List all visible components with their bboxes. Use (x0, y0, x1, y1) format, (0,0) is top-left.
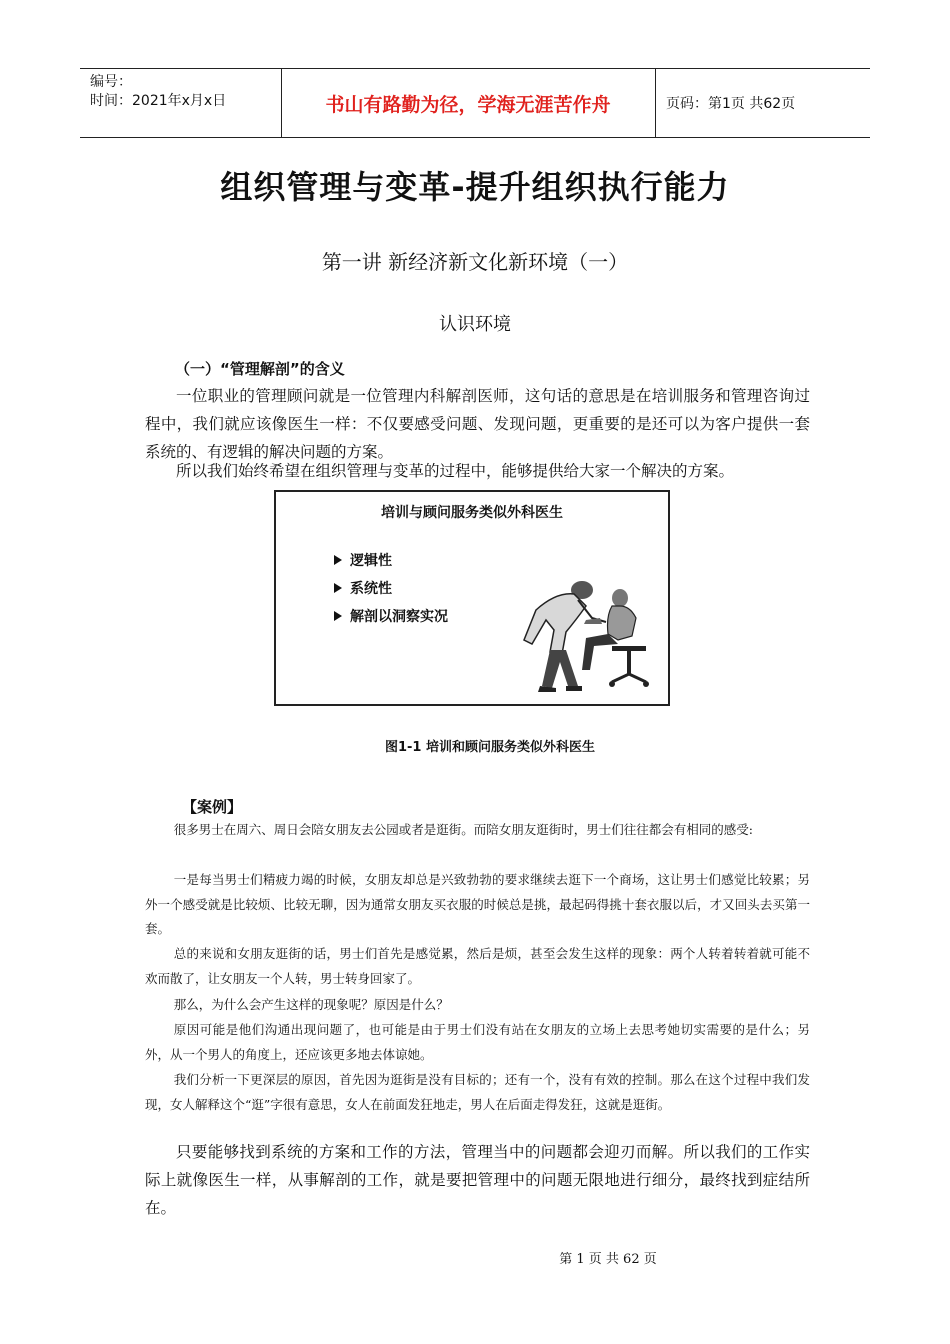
arrow-icon (334, 555, 342, 565)
body-paragraph: 所以我们始终希望在组织管理与变革的过程中，能够提供给大家一个解决的方案。 (176, 462, 735, 480)
header-divider (655, 69, 656, 137)
figure-bullet: 系统性 (334, 578, 392, 598)
header-page-info: 页码：第1页 共62页 (666, 96, 796, 112)
doctor-examining-patient-icon (516, 570, 656, 695)
figure-box (274, 490, 670, 706)
document-title: 组织管理与变革-提升组织执行能力 (220, 168, 730, 206)
figure-title: 培训与顾问服务类似外科医生 (381, 505, 563, 521)
figure-bullet: 解剖以洞察实况 (334, 606, 448, 626)
arrow-icon (334, 583, 342, 593)
document-header (80, 68, 870, 138)
case-paragraph: 一是每当男士们精疲力竭的时候，女朋友却总是兴致勃勃的要求继续去逛下一个商场，这让男士们感觉比较累；另外一个感受就是比较烦、比较无聊，因为通常女朋友买衣服的时候总是挑，最起码得挑十套衣服以后，才又回头去买第一套。 (145, 872, 810, 936)
case-paragraph: 很多男士在周六、周日会陪女朋友去公园或者是逛街。而陪女朋友逛街时，男士们往往都会有相同的感受: (173, 822, 753, 837)
header-motto: 书山有路勤为径，学海无涯苦作舟 (325, 93, 611, 116)
section-heading: 认识环境 (439, 314, 511, 335)
figure-caption: 图1-1 培训和顾问服务类似外科医生 (384, 740, 595, 755)
header-meta (90, 73, 280, 111)
lecture-heading: 第一讲 新经济新文化新环境（一） (321, 250, 629, 274)
closing-paragraph: 只要能够找到系统的方案和工作的方法，管理当中的问题都会迎刃而解。所以我们的工作实际上就像医生一样，从事解剖的工作，就是要把管理中的问题无限地进行细分，最终找到症结所在。 (145, 1143, 810, 1217)
case-paragraph: 原因可能是他们沟通出现问题了，也可能是由于男士们没有站在女朋友的立场上去思考她切实需要的是什么；另外，从一个男人的角度上，还应该更多地去体谅她。 (145, 1022, 810, 1062)
time-label: 时间：2021年x月x日 (90, 93, 227, 109)
number-label: 编号： (90, 74, 132, 90)
case-paragraph: 那么，为什么会产生这样的现象呢？原因是什么？ (173, 997, 449, 1012)
case-label: 【案例】 (182, 798, 243, 816)
case-paragraph: 总的来说和女朋友逛街的话，男士们首先是感觉累，然后是烦，甚至会发生这样的现象：两个人转着转着就可能不欢而散了，让女朋友一个人转，男士转身回家了。 (145, 946, 810, 986)
body-paragraph: 一位职业的管理顾问就是一位管理内科解剖医师，这句话的意思是在培训服务和管理咨询过程中，我们就应该像医生一样：不仅要感受问题、发现问题，更重要的是还可以为客户提供一套系统的、有逻辑的解决问题的方案。 (145, 387, 810, 461)
page-footer: 第 1 页 共 62 页 (559, 1252, 657, 1267)
arrow-icon (334, 611, 342, 621)
figure-bullet: 逻辑性 (334, 550, 392, 570)
case-paragraph: 我们分析一下更深层的原因，首先因为逛街是没有目标的；还有一个，没有有效的控制。那么在这个过程中我们发现，女人解释这个“逛”字很有意思，女人在前面发狂地走，男人在后面走得发狂，这就是逛街。 (145, 1072, 810, 1112)
subsection-heading: （一）“管理解剖”的含义 (175, 360, 345, 378)
